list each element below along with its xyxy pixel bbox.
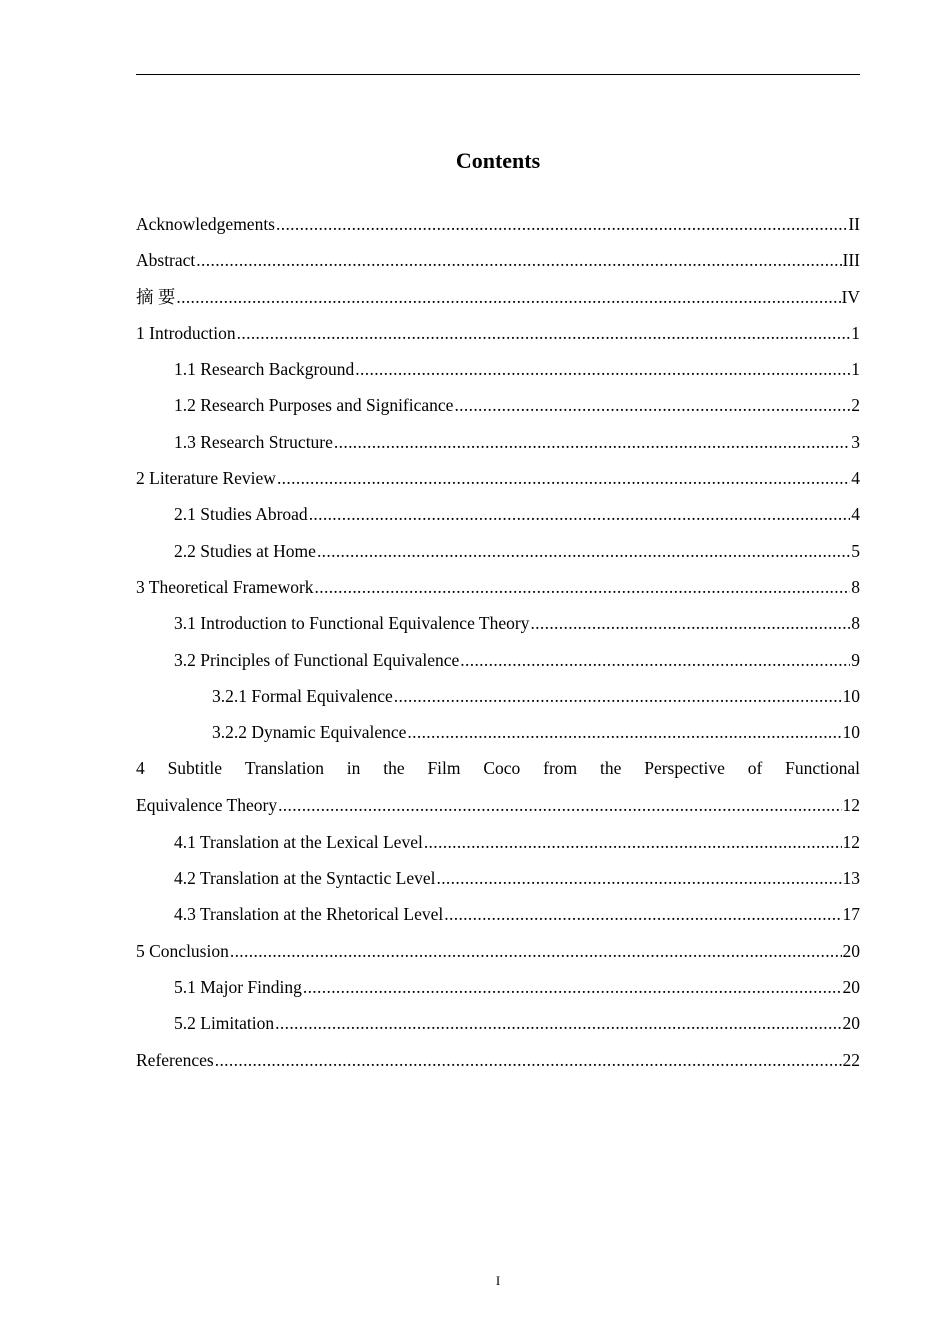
toc-leader-dots [303, 969, 842, 1005]
toc-entry-page: 5 [851, 540, 860, 561]
toc-entry-page: 20 [842, 976, 860, 997]
toc-entry-page: IV [841, 286, 860, 307]
header-rule [136, 74, 860, 75]
toc-entry-label: 4.3 Translation at the Rhetorical Level [174, 904, 444, 925]
toc-entry-word: Translation [244, 758, 324, 779]
toc-entry-word: 4 [136, 758, 145, 779]
toc-entry-label: 3 Theoretical Framework [136, 576, 314, 597]
toc-entry-page: 4 [851, 504, 860, 525]
toc-leader-dots [436, 860, 841, 896]
toc-leader-dots [444, 896, 841, 932]
toc-entry[interactable] [136, 714, 860, 750]
toc-entry-wrapped[interactable] [136, 750, 860, 823]
toc-entry[interactable] [136, 969, 860, 1005]
toc-entry-page: 8 [851, 613, 860, 634]
toc-entry-word: of [747, 758, 763, 779]
toc-entry-word: Coco [483, 758, 521, 779]
toc-leader-dots [278, 787, 841, 823]
toc-leader-dots [530, 605, 850, 641]
toc-leader-dots [196, 242, 841, 278]
toc-entry[interactable] [136, 206, 860, 242]
toc-entry-label: References [136, 1049, 214, 1070]
toc-leader-dots [355, 351, 850, 387]
toc-leader-dots [215, 1042, 842, 1078]
toc-entry-page: 10 [842, 722, 860, 743]
toc-entry[interactable] [136, 1042, 860, 1078]
toc-entry[interactable] [136, 279, 860, 315]
toc-section-before [136, 206, 860, 750]
toc-entry-page: 8 [851, 576, 860, 597]
toc-entry-page: 10 [842, 685, 860, 706]
toc-entry-label: 5.1 Major Finding [174, 976, 302, 997]
toc-entry[interactable] [136, 387, 860, 423]
toc-entry-page: 22 [842, 1049, 860, 1070]
toc-entry-label: 2.1 Studies Abroad [174, 504, 308, 525]
toc-leader-dots [315, 569, 851, 605]
toc-entry-label: 3.2.2 Dynamic Equivalence [212, 722, 407, 743]
toc-entry-label: 3.1 Introduction to Functional Equivalence Theory [174, 613, 530, 634]
toc-entry[interactable] [136, 533, 860, 569]
toc-entry[interactable] [136, 824, 860, 860]
toc-entry-label: 5 Conclusion [136, 940, 229, 961]
toc-entry-word: Subtitle [167, 758, 223, 779]
toc-leader-dots [424, 824, 842, 860]
toc-entry[interactable] [136, 1005, 860, 1041]
toc-entry[interactable] [136, 424, 860, 460]
toc-entry[interactable] [136, 569, 860, 605]
toc-entry[interactable] [136, 460, 860, 496]
toc-leader-dots [394, 678, 842, 714]
toc-leader-dots [334, 424, 850, 460]
toc-entry[interactable] [136, 860, 860, 896]
toc-leader-dots [176, 279, 840, 315]
toc-entry-label: Acknowledgements [136, 214, 275, 234]
toc-entry-label: 3.2.1 Formal Equivalence [212, 685, 393, 706]
toc-entry[interactable] [136, 496, 860, 532]
toc-entry[interactable] [136, 933, 860, 969]
toc-leader-dots [460, 642, 850, 678]
toc-entry-page: 4 [851, 468, 860, 489]
toc-entry[interactable] [136, 242, 860, 278]
toc-entry-label: Abstract [136, 250, 196, 271]
toc-entry-label: 1.1 Research Background [174, 359, 355, 380]
toc-entry-label: 4.2 Translation at the Syntactic Level [174, 868, 436, 889]
toc-leader-dots [275, 1005, 841, 1041]
toc-leader-dots [454, 387, 850, 423]
toc-entry-word: Film [427, 758, 461, 779]
toc-entry[interactable] [136, 315, 860, 351]
toc-entry-page: 9 [851, 649, 860, 670]
toc-entry-label: 3.2 Principles of Functional Equivalence [174, 649, 460, 670]
table-of-contents [136, 206, 860, 1078]
toc-entry-page: 12 [842, 795, 860, 816]
toc-section-after [136, 824, 860, 1078]
toc-entry-word: Functional [785, 758, 860, 779]
toc-leader-dots [317, 533, 850, 569]
toc-entry[interactable] [136, 605, 860, 641]
toc-entry-word: the [600, 758, 622, 779]
toc-entry[interactable] [136, 351, 860, 387]
toc-entry-label: 5.2 Limitation [174, 1013, 275, 1034]
toc-entry-label: Equivalence Theory [136, 795, 278, 816]
page-title: Contents [455, 148, 541, 173]
toc-leader-dots [276, 206, 847, 242]
footer-page-number: I [495, 1273, 501, 1288]
toc-leader-dots [277, 460, 850, 496]
toc-entry[interactable] [136, 642, 860, 678]
toc-entry-page: III [842, 250, 860, 271]
toc-leader-dots [407, 714, 841, 750]
toc-entry-word: from [543, 758, 578, 779]
toc-entry-label: 摘 要 [136, 286, 176, 307]
toc-entry-page: 20 [842, 1013, 860, 1034]
toc-entry-page: 17 [842, 904, 860, 925]
toc-entry-page: 13 [842, 868, 860, 889]
toc-entry-label: 1 Introduction [136, 322, 236, 343]
toc-entry-word: Perspective [644, 758, 725, 779]
toc-leader-dots [230, 933, 842, 969]
toc-entry-word: in [346, 758, 361, 779]
toc-entry[interactable] [136, 678, 860, 714]
toc-leader-dots [237, 315, 851, 351]
toc-entry-page: 1 [851, 322, 860, 343]
toc-entry-label: 1.2 Research Purposes and Significance [174, 395, 454, 416]
toc-entry-page: 1 [851, 359, 860, 380]
toc-entry-line2 [136, 787, 860, 823]
toc-entry-page: 2 [851, 395, 860, 416]
toc-leader-dots [309, 496, 851, 532]
toc-entry-label: 1.3 Research Structure [174, 431, 333, 452]
toc-entry[interactable] [136, 896, 860, 932]
toc-entry-page: 12 [842, 831, 860, 852]
toc-entry-page: 20 [842, 940, 860, 961]
toc-entry-line1 [136, 750, 860, 787]
toc-entry-word: the [383, 758, 405, 779]
toc-entry-label: 2 Literature Review [136, 468, 276, 489]
toc-entry-label: 2.2 Studies at Home [174, 540, 316, 561]
toc-entry-label: 4.1 Translation at the Lexical Level [174, 831, 423, 852]
toc-entry-page: II [848, 214, 860, 234]
toc-entry-page: 3 [851, 431, 860, 452]
